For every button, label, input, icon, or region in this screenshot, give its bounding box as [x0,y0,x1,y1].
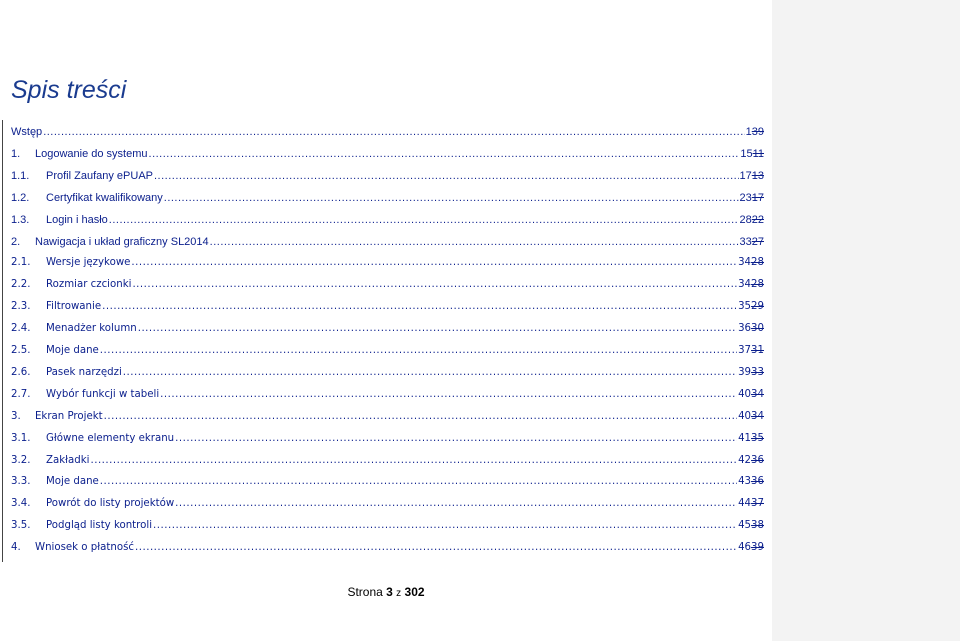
toc-page-old: 39 [738,366,752,378]
toc-page-old: 37 [738,345,752,356]
toc-entry-page [738,344,764,358]
toc-leader-dots [43,125,744,139]
toc-entry-number: 2.1. [11,257,31,269]
toc-entry[interactable] [11,231,764,249]
toc-entry-page [740,147,764,161]
toc-entry-title: Pasek narzędzi [46,366,122,378]
toc-leader-dots [210,235,739,249]
toc-page-revised: 33 [751,366,764,378]
toc-leader-dots [175,497,737,511]
toc-entry-number: 3. [11,410,21,422]
toc-entry-page [738,454,764,468]
toc-entry-page [738,541,764,555]
toc-entry[interactable] [11,121,764,139]
toc-entry[interactable] [11,252,764,270]
toc-entry-title: Wstęp [11,126,43,138]
toc-leader-dots [132,278,737,292]
toc-page-revised: 30 [751,323,764,335]
footer-page-number: 3 [386,585,393,599]
toc-leader-dots [102,300,737,314]
toc-entry[interactable] [11,209,764,227]
toc-entry-title: Profil Zaufany ePUAP [46,169,153,182]
toc-entry-page [738,256,764,270]
toc-leader-dots [160,388,737,402]
toc-page-revised: 34 [751,410,764,422]
toc-leader-dots [104,410,737,424]
toc-entry-number: 1.2. [11,191,30,204]
toc-page-revised: 31 [751,345,764,356]
toc-page-revised: 29 [751,301,764,313]
toc-page-old: 46 [738,542,752,554]
toc-entry-title: Wniosek o płatność [35,542,134,554]
toc-page-revised: 37 [751,498,764,510]
toc-page-old: 41 [738,432,752,444]
toc-page-old: 34 [738,279,752,291]
footer-prefix: Strona [347,585,383,599]
toc-page-revised: 36 [751,454,764,466]
toc-entry-title: Logowanie do systemu [35,147,148,160]
toc-entry-title: Menadżer kolumn [46,323,137,335]
toc-page-old: 36 [738,323,752,335]
toc-entry-number: 2.4. [11,323,31,335]
toc-entry-number: 2.5. [11,345,31,356]
toc-entry[interactable] [11,428,764,446]
footer-separator: z [396,588,402,599]
toc-page-revised: 17 [751,191,764,204]
toc-entry-page [738,497,764,511]
toc-entry-page [738,432,764,446]
toc-entry-page [738,322,764,336]
toc-entry[interactable] [11,187,764,205]
toc-entry[interactable] [11,537,764,555]
toc-entry-page [738,278,764,292]
toc-entry-number: 1. [11,147,21,160]
toc-entry-number: 1.1. [11,169,30,182]
toc-leader-dots [149,147,740,161]
toc-leader-dots [100,344,737,358]
toc-leader-dots [164,191,739,205]
footer-total-pages: 302 [404,585,425,599]
toc-entry-page [738,519,764,533]
toc-page-revised: 39 [751,126,764,138]
toc-page-old: 44 [738,498,752,510]
toc-page-old: 17 [739,169,752,182]
toc-entry-title: Login i hasło [46,213,108,226]
toc-page-revised: 28 [751,257,764,269]
toc-leader-dots [131,256,737,270]
toc-entry-page [740,169,765,183]
toc-page-revised: 22 [751,213,764,226]
toc-page-old: 1 [745,126,752,138]
toc-entry-page [738,366,764,380]
toc-entry-page [738,388,764,402]
toc-entry[interactable] [11,143,764,161]
toc-entry-title: Nawigacja i układ graficzny SL2014 [35,235,209,248]
toc-page-old: 23 [739,191,752,204]
toc-entry-title: Rozmiar czcionki [46,279,132,291]
toc-page-revised: 13 [751,169,764,182]
toc-entry-number: 2.7. [11,388,31,400]
toc-leader-dots [138,322,737,336]
toc-entry[interactable] [11,450,764,468]
toc-entry-title: Powrót do listy projektów [46,498,175,510]
toc-leader-dots [123,366,737,380]
toc-entry-title: Moje dane [46,345,99,356]
toc-entry[interactable] [11,493,764,511]
toc-entry[interactable] [11,384,764,402]
toc-entry-title: Podgląd listy kontroli [46,520,153,532]
toc-page-old: 28 [739,213,752,226]
toc-leader-dots [135,541,737,555]
toc-entry-page [738,410,764,424]
toc-entry[interactable] [11,318,764,336]
toc-leader-dots [153,519,737,533]
toc-entry-title: Moje dane [46,476,99,488]
toc-entry[interactable] [11,274,764,292]
toc-leader-dots [154,169,739,183]
toc-entry-number: 3.5. [11,520,31,532]
toc-entry[interactable] [11,362,764,380]
toc-title: Spis treści [11,76,127,104]
toc-entry[interactable] [11,471,764,489]
toc-page-revised: 35 [751,432,764,444]
toc-entry-title: Zakładki [46,454,90,466]
toc-entry-page [746,125,764,139]
toc-page-old: 33 [739,235,752,248]
toc-entry-number: 4. [11,542,21,554]
toc-page-revised: 28 [751,279,764,291]
toc-entry-page [740,191,765,205]
toc-entry-number: 3.4. [11,498,31,510]
toc-entry[interactable] [11,296,764,314]
toc-page-old: 15 [740,147,753,160]
toc-page-old: 42 [738,454,752,466]
toc-entry-number: 3.2. [11,454,31,466]
toc-entry[interactable] [11,165,764,183]
toc-entry-title: Certyfikat kwalifikowany [46,191,163,204]
toc-page-old: 43 [738,476,752,488]
toc-entry-title: Filtrowanie [46,301,102,313]
toc-entry-page [740,213,765,227]
toc-entry-title: Główne elementy ekranu [46,432,175,444]
toc-page-old: 45 [738,520,752,532]
toc-entry-page [738,300,764,314]
toc-entry-title: Ekran Projekt [35,410,103,422]
toc-page-old: 40 [738,410,752,422]
toc-page-revised: 39 [751,542,764,554]
toc-entry-number: 2.6. [11,366,31,378]
toc-entry-number: 2.2. [11,279,31,291]
page-footer [0,585,772,599]
toc-page-old: 35 [738,301,752,313]
toc-entry-number: 3.1. [11,432,31,444]
toc-leader-dots [90,454,737,468]
toc-entry-page [738,475,764,489]
toc-leader-dots [109,213,739,227]
toc-entry-title: Wersje językowe [46,257,131,269]
toc-entry-number: 2.3. [11,301,31,313]
toc-entry-number: 1.3. [11,213,30,226]
toc-entry-page [740,235,765,249]
toc-entry-title: Wybór funkcji w tabeli [46,388,160,400]
toc-page-revised: 36 [751,476,764,488]
toc-page-revised: 34 [751,388,764,400]
toc-entry[interactable] [11,406,764,424]
toc-page-revised: 38 [751,520,764,532]
toc-page-old: 40 [738,388,752,400]
toc-page-revised: 27 [751,235,764,248]
toc-entry-number: 3.3. [11,476,31,488]
toc-leader-dots [100,475,737,489]
toc-entry-number: 2. [11,235,21,248]
toc-entry[interactable] [11,515,764,533]
toc-page-old: 34 [738,257,752,269]
toc-leader-dots [175,432,737,446]
toc-entry[interactable] [11,340,764,358]
toc-page-revised: 11 [752,147,764,160]
comment-margin-panel [772,0,960,641]
